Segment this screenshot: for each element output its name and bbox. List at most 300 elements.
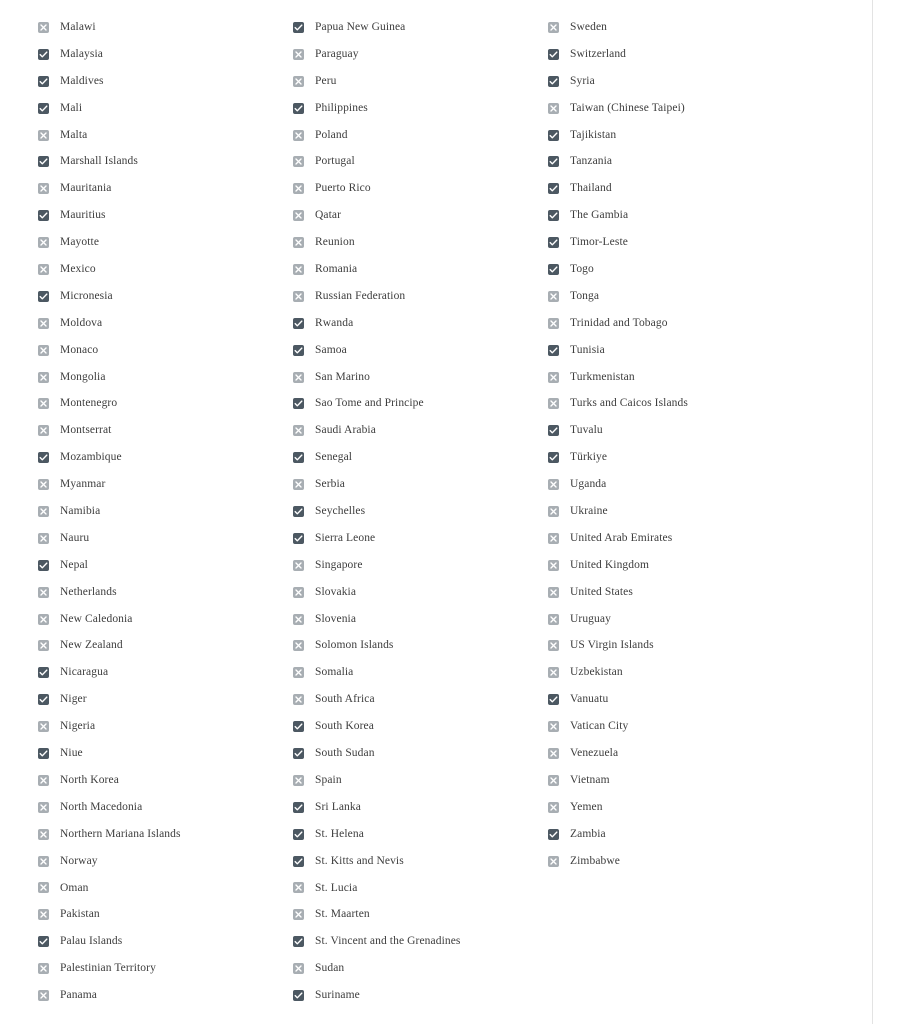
check-icon[interactable]: [293, 533, 304, 544]
close-icon[interactable]: [548, 479, 559, 490]
country-list-item[interactable]: [293, 713, 507, 740]
check-icon[interactable]: [293, 802, 304, 813]
country-list-item[interactable]: [293, 767, 507, 794]
close-icon[interactable]: [293, 909, 304, 920]
close-icon[interactable]: [548, 560, 559, 571]
country-list-item[interactable]: [548, 579, 762, 606]
country-list-item[interactable]: [38, 901, 252, 928]
country-label: Seychelles: [315, 505, 366, 518]
country-list-item[interactable]: [293, 337, 507, 364]
country-list-item[interactable]: [293, 14, 507, 41]
close-icon[interactable]: [38, 856, 49, 867]
country-label: Venezuela: [570, 747, 619, 760]
country-label: Papua New Guinea: [315, 21, 406, 33]
country-list-item[interactable]: [293, 982, 507, 1009]
close-icon[interactable]: [548, 506, 559, 517]
country-label: Oman: [60, 881, 89, 894]
country-label: Mexico: [60, 263, 96, 276]
country-list-item[interactable]: [548, 444, 762, 471]
country-label: Qatar: [315, 209, 342, 222]
country-label: Marshall Islands: [60, 155, 138, 168]
close-icon[interactable]: [293, 425, 304, 436]
country-list-item[interactable]: [293, 659, 507, 686]
country-label: South Africa: [315, 693, 375, 706]
country-label: New Zealand: [60, 639, 123, 652]
country-list-item[interactable]: [38, 579, 252, 606]
close-icon[interactable]: [293, 640, 304, 651]
close-icon[interactable]: [293, 479, 304, 490]
country-label: Reunion: [315, 236, 355, 249]
close-icon[interactable]: [293, 694, 304, 705]
close-icon[interactable]: [293, 130, 304, 141]
country-list-item[interactable]: [38, 390, 252, 417]
country-columns: [0, 14, 873, 1009]
country-list-item[interactable]: [293, 525, 507, 552]
close-icon[interactable]: [293, 156, 304, 167]
check-icon[interactable]: [38, 103, 49, 114]
country-label: Vatican City: [570, 720, 629, 733]
country-list-item[interactable]: [293, 579, 507, 606]
country-list-item[interactable]: [548, 632, 762, 659]
close-icon[interactable]: [38, 963, 49, 974]
check-icon[interactable]: [293, 345, 304, 356]
country-list-item[interactable]: [548, 659, 762, 686]
country-list-item[interactable]: [38, 821, 252, 848]
country-list-item[interactable]: [293, 794, 507, 821]
country-label: Singapore: [315, 558, 363, 571]
country-list-item[interactable]: [548, 122, 762, 149]
country-list-item[interactable]: [293, 229, 507, 256]
country-list-item[interactable]: [38, 982, 252, 1009]
country-list-item[interactable]: [293, 202, 507, 229]
country-label: Nepal: [60, 558, 88, 571]
close-icon[interactable]: [38, 533, 49, 544]
country-label: Trinidad and Tobago: [570, 316, 668, 329]
close-icon[interactable]: [293, 237, 304, 248]
check-icon[interactable]: [38, 560, 49, 571]
country-list-item[interactable]: [293, 498, 507, 525]
close-icon[interactable]: [38, 425, 49, 436]
country-label: Northern Mariana Islands: [60, 827, 181, 840]
country-list-item[interactable]: [293, 552, 507, 579]
country-list-item[interactable]: [293, 417, 507, 444]
country-label: Namibia: [60, 505, 101, 518]
check-icon[interactable]: [38, 667, 49, 678]
close-icon[interactable]: [293, 49, 304, 60]
country-label: Tunisia: [570, 343, 605, 356]
close-icon[interactable]: [293, 76, 304, 87]
country-label: Suriname: [315, 989, 360, 1002]
check-icon[interactable]: [293, 506, 304, 517]
country-list-item[interactable]: [548, 498, 762, 525]
close-icon[interactable]: [38, 882, 49, 893]
check-icon[interactable]: [38, 156, 49, 167]
country-list-item[interactable]: [293, 928, 507, 955]
close-icon[interactable]: [38, 640, 49, 651]
close-icon[interactable]: [38, 587, 49, 598]
country-list-item[interactable]: [38, 606, 252, 633]
close-icon[interactable]: [548, 533, 559, 544]
country-label: Micronesia: [60, 289, 113, 302]
country-label: Somalia: [315, 666, 354, 679]
close-icon[interactable]: [293, 291, 304, 302]
close-icon[interactable]: [293, 587, 304, 598]
country-label: Nigeria: [60, 720, 96, 733]
country-list-item[interactable]: [293, 848, 507, 875]
country-list-item[interactable]: [548, 606, 762, 633]
country-list-item[interactable]: [293, 148, 507, 175]
country-list-item[interactable]: [38, 310, 252, 337]
country-label: Panama: [60, 989, 98, 1002]
country-label: Malawi: [60, 21, 96, 33]
country-label: Tuvalu: [570, 424, 603, 437]
country-list-item[interactable]: [38, 175, 252, 202]
check-icon[interactable]: [548, 130, 559, 141]
country-list-item[interactable]: [548, 794, 762, 821]
country-label: Mauritania: [60, 182, 112, 195]
country-label: North Macedonia: [60, 800, 143, 813]
check-icon[interactable]: [548, 156, 559, 167]
country-list-item[interactable]: [38, 41, 252, 68]
country-label: Togo: [570, 263, 594, 276]
country-list-item[interactable]: [38, 659, 252, 686]
check-icon[interactable]: [548, 425, 559, 436]
check-icon[interactable]: [548, 345, 559, 356]
check-icon[interactable]: [38, 49, 49, 60]
country-list-item[interactable]: [293, 256, 507, 283]
country-list-item[interactable]: [548, 525, 762, 552]
close-icon[interactable]: [548, 587, 559, 598]
check-icon[interactable]: [548, 264, 559, 275]
country-label: Sierra Leone: [315, 531, 376, 544]
close-icon[interactable]: [548, 856, 559, 867]
country-list-item[interactable]: [293, 901, 507, 928]
check-icon[interactable]: [548, 694, 559, 705]
country-label: Slovenia: [315, 612, 357, 625]
country-list-item[interactable]: [548, 68, 762, 95]
country-label: Monaco: [60, 343, 99, 356]
country-list-item[interactable]: [548, 14, 762, 41]
country-list-item[interactable]: [293, 471, 507, 498]
country-label: Spain: [315, 773, 342, 786]
country-list-item[interactable]: [548, 41, 762, 68]
country-label: Tajikistan: [570, 128, 617, 141]
country-label: Samoa: [315, 343, 347, 356]
check-icon[interactable]: [38, 936, 49, 947]
country-list-item[interactable]: [548, 471, 762, 498]
country-label: Sri Lanka: [315, 800, 361, 813]
country-list-item[interactable]: [548, 202, 762, 229]
check-icon[interactable]: [38, 748, 49, 759]
close-icon[interactable]: [38, 775, 49, 786]
close-icon[interactable]: [38, 829, 49, 840]
country-list-item[interactable]: [38, 848, 252, 875]
country-list-item[interactable]: [38, 68, 252, 95]
country-list-item[interactable]: [38, 229, 252, 256]
country-label: South Korea: [315, 720, 374, 733]
country-label: US Virgin Islands: [570, 639, 654, 652]
close-icon[interactable]: [548, 640, 559, 651]
country-list-item[interactable]: [38, 794, 252, 821]
country-list-item[interactable]: [548, 848, 762, 875]
close-icon[interactable]: [293, 667, 304, 678]
country-list-item[interactable]: [548, 175, 762, 202]
country-list-item[interactable]: [293, 821, 507, 848]
country-label: Senegal: [315, 451, 353, 464]
country-label: Peru: [315, 74, 337, 87]
close-icon[interactable]: [38, 614, 49, 625]
close-icon[interactable]: [293, 882, 304, 893]
close-icon[interactable]: [38, 183, 49, 194]
country-list-item[interactable]: [293, 310, 507, 337]
country-label: Norway: [60, 854, 98, 867]
country-label: Solomon Islands: [315, 639, 394, 652]
check-icon[interactable]: [293, 318, 304, 329]
check-icon[interactable]: [38, 76, 49, 87]
close-icon[interactable]: [293, 775, 304, 786]
close-icon[interactable]: [38, 990, 49, 1001]
country-list-item[interactable]: [38, 686, 252, 713]
country-list-item[interactable]: [548, 713, 762, 740]
close-icon[interactable]: [293, 183, 304, 194]
country-label: Zimbabwe: [570, 854, 620, 867]
country-label: Serbia: [315, 478, 345, 491]
country-list-item[interactable]: [38, 632, 252, 659]
country-list-item[interactable]: [38, 283, 252, 310]
country-list-item[interactable]: [38, 444, 252, 471]
close-icon[interactable]: [38, 130, 49, 141]
country-label: Ukraine: [570, 505, 608, 518]
country-list-item[interactable]: [548, 283, 762, 310]
country-list-item[interactable]: [548, 417, 762, 444]
country-list-item[interactable]: [38, 740, 252, 767]
country-label: Thailand: [570, 182, 612, 195]
country-label: Sudan: [315, 962, 345, 975]
country-list-item[interactable]: [548, 552, 762, 579]
close-icon[interactable]: [548, 667, 559, 678]
country-list-item[interactable]: [38, 928, 252, 955]
country-list-item[interactable]: [38, 337, 252, 364]
country-label: Puerto Rico: [315, 182, 371, 195]
check-icon[interactable]: [293, 990, 304, 1001]
check-icon[interactable]: [293, 398, 304, 409]
country-label: Palau Islands: [60, 935, 123, 948]
country-list-item[interactable]: [293, 41, 507, 68]
country-column-1: [38, 14, 252, 1009]
country-label: Turkmenistan: [570, 370, 635, 383]
close-icon[interactable]: [548, 291, 559, 302]
close-icon[interactable]: [38, 398, 49, 409]
country-list-item[interactable]: [293, 364, 507, 391]
check-icon[interactable]: [38, 452, 49, 463]
close-icon[interactable]: [548, 721, 559, 732]
check-icon[interactable]: [293, 856, 304, 867]
close-icon[interactable]: [293, 614, 304, 625]
country-label: Uganda: [570, 478, 607, 491]
check-icon[interactable]: [293, 936, 304, 947]
country-list-item[interactable]: [293, 875, 507, 902]
country-list-item[interactable]: [38, 14, 252, 41]
country-list-item[interactable]: [548, 767, 762, 794]
country-label: Syria: [570, 74, 595, 87]
check-icon[interactable]: [293, 829, 304, 840]
country-list-item[interactable]: [293, 444, 507, 471]
country-list-item[interactable]: [548, 256, 762, 283]
country-label: Türkiye: [570, 451, 608, 464]
check-icon[interactable]: [38, 210, 49, 221]
check-icon[interactable]: [293, 748, 304, 759]
close-icon[interactable]: [293, 963, 304, 974]
country-list-item[interactable]: [38, 148, 252, 175]
country-list-item[interactable]: [293, 632, 507, 659]
close-icon[interactable]: [548, 775, 559, 786]
country-list-item[interactable]: [38, 122, 252, 149]
close-icon[interactable]: [38, 479, 49, 490]
country-list-item[interactable]: [548, 821, 762, 848]
close-icon[interactable]: [38, 721, 49, 732]
check-icon[interactable]: [293, 452, 304, 463]
country-label: Timor-Leste: [570, 236, 628, 249]
close-icon[interactable]: [548, 398, 559, 409]
country-label: St. Helena: [315, 827, 364, 840]
country-list-item[interactable]: [38, 498, 252, 525]
close-icon[interactable]: [38, 318, 49, 329]
check-icon[interactable]: [293, 103, 304, 114]
right-gutter: [872, 0, 897, 1024]
country-label: Yemen: [570, 800, 603, 813]
close-icon[interactable]: [548, 614, 559, 625]
country-label: Malta: [60, 128, 88, 141]
country-label: Tonga: [570, 289, 600, 302]
country-list-item[interactable]: [38, 875, 252, 902]
close-icon[interactable]: [38, 22, 49, 33]
close-icon[interactable]: [293, 560, 304, 571]
country-label: Pakistan: [60, 908, 100, 921]
country-label: North Korea: [60, 773, 119, 786]
country-label: Myanmar: [60, 478, 106, 491]
country-column-3: [548, 14, 762, 1009]
close-icon[interactable]: [548, 372, 559, 383]
country-list-item[interactable]: [38, 364, 252, 391]
country-label: Taiwan (Chinese Taipei): [570, 101, 685, 114]
close-icon[interactable]: [548, 103, 559, 114]
country-label: Mozambique: [60, 451, 122, 464]
country-label: Nicaragua: [60, 666, 109, 679]
country-list-item[interactable]: [548, 337, 762, 364]
check-icon[interactable]: [38, 694, 49, 705]
country-list-item[interactable]: [293, 283, 507, 310]
country-list-item[interactable]: [548, 229, 762, 256]
country-label: The Gambia: [570, 209, 629, 222]
close-icon[interactable]: [548, 802, 559, 813]
close-icon[interactable]: [293, 372, 304, 383]
country-list-item[interactable]: [38, 417, 252, 444]
close-icon[interactable]: [38, 237, 49, 248]
country-list-item[interactable]: [293, 606, 507, 633]
country-label: Nauru: [60, 531, 90, 544]
country-list-item[interactable]: [548, 310, 762, 337]
country-label: Montenegro: [60, 397, 118, 410]
country-label: Montserrat: [60, 424, 112, 437]
country-list-item[interactable]: [548, 148, 762, 175]
country-label: Netherlands: [60, 585, 117, 598]
check-icon[interactable]: [548, 829, 559, 840]
check-icon[interactable]: [38, 291, 49, 302]
country-label: Uzbekistan: [570, 666, 623, 679]
country-label: Vietnam: [570, 773, 610, 786]
country-list-item[interactable]: [38, 552, 252, 579]
close-icon[interactable]: [38, 506, 49, 517]
check-icon[interactable]: [548, 183, 559, 194]
country-label: United Arab Emirates: [570, 531, 673, 544]
country-label: Sweden: [570, 21, 608, 33]
close-icon[interactable]: [38, 345, 49, 356]
country-list-item[interactable]: [293, 95, 507, 122]
country-list-item[interactable]: [293, 955, 507, 982]
close-icon[interactable]: [293, 210, 304, 221]
country-label: St. Lucia: [315, 881, 358, 894]
country-list-item[interactable]: [38, 955, 252, 982]
check-icon[interactable]: [293, 721, 304, 732]
close-icon[interactable]: [38, 264, 49, 275]
check-icon[interactable]: [548, 49, 559, 60]
country-label: Tanzania: [570, 155, 613, 168]
country-label: Paraguay: [315, 47, 359, 60]
check-icon[interactable]: [548, 76, 559, 87]
country-list-item[interactable]: [548, 740, 762, 767]
country-label: St. Vincent and the Grenadines: [315, 935, 461, 948]
close-icon[interactable]: [38, 372, 49, 383]
check-icon[interactable]: [548, 237, 559, 248]
country-list-item[interactable]: [293, 122, 507, 149]
close-icon[interactable]: [548, 318, 559, 329]
close-icon[interactable]: [38, 802, 49, 813]
country-label: Moldova: [60, 316, 103, 329]
check-icon[interactable]: [548, 452, 559, 463]
close-icon[interactable]: [293, 264, 304, 275]
country-list-item[interactable]: [548, 686, 762, 713]
country-label: Uruguay: [570, 612, 611, 625]
country-list-item[interactable]: [293, 740, 507, 767]
country-label: Zambia: [570, 827, 606, 840]
country-label: San Marino: [315, 370, 370, 383]
country-list-item[interactable]: [38, 471, 252, 498]
country-label: New Caledonia: [60, 612, 133, 625]
country-list-item[interactable]: [293, 390, 507, 417]
country-list-item[interactable]: [548, 95, 762, 122]
country-label: Mauritius: [60, 209, 106, 222]
close-icon[interactable]: [548, 748, 559, 759]
country-list-item[interactable]: [548, 364, 762, 391]
country-list-item[interactable]: [293, 68, 507, 95]
close-icon[interactable]: [38, 909, 49, 920]
country-list-item[interactable]: [38, 95, 252, 122]
country-list-item[interactable]: [548, 390, 762, 417]
close-icon[interactable]: [548, 22, 559, 33]
country-list-item[interactable]: [38, 525, 252, 552]
country-label: Mongolia: [60, 370, 106, 383]
country-label: United Kingdom: [570, 558, 650, 571]
country-list-item[interactable]: [38, 713, 252, 740]
check-icon[interactable]: [548, 210, 559, 221]
country-list-item[interactable]: [293, 686, 507, 713]
country-list-item[interactable]: [293, 175, 507, 202]
country-list-item[interactable]: [38, 256, 252, 283]
country-label: Mayotte: [60, 236, 100, 249]
country-list-item[interactable]: [38, 202, 252, 229]
check-icon[interactable]: [293, 22, 304, 33]
country-list-item[interactable]: [38, 767, 252, 794]
